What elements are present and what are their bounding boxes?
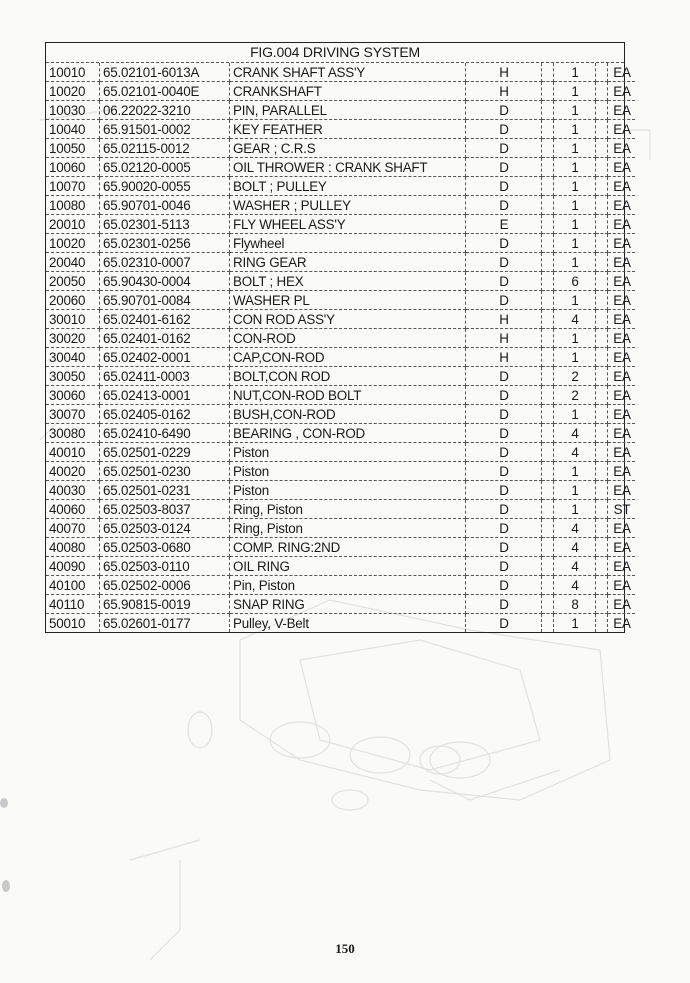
unit-cell: EA bbox=[608, 253, 636, 272]
spacer-cell bbox=[596, 253, 608, 272]
spacer-cell bbox=[596, 386, 608, 405]
part-number-cell: 65.02120-0005 bbox=[100, 158, 230, 177]
code-cell: D bbox=[466, 291, 542, 310]
part-number-cell: 65.02301-5113 bbox=[100, 215, 230, 234]
ref-number-cell: 30080 bbox=[46, 424, 100, 443]
description-cell: KEY FEATHER bbox=[230, 120, 466, 139]
description-cell: COMP. RING:2ND bbox=[230, 538, 466, 557]
quantity-cell: 6 bbox=[554, 272, 596, 291]
code-cell: D bbox=[466, 500, 542, 519]
ref-number-cell: 30050 bbox=[46, 367, 100, 386]
code-cell: D bbox=[466, 595, 542, 614]
table-row bbox=[46, 519, 635, 538]
ref-number-cell: 10070 bbox=[46, 177, 100, 196]
unit-cell: EA bbox=[608, 177, 636, 196]
part-number-cell: 65.02115-0012 bbox=[100, 139, 230, 158]
ref-number-cell: 10020 bbox=[46, 82, 100, 101]
spacer-cell bbox=[542, 538, 554, 557]
ref-number-cell: 40060 bbox=[46, 500, 100, 519]
table-row bbox=[46, 500, 635, 519]
unit-cell: EA bbox=[608, 158, 636, 177]
spacer-cell bbox=[542, 405, 554, 424]
spacer-cell bbox=[542, 348, 554, 367]
quantity-cell: 8 bbox=[554, 595, 596, 614]
code-cell: D bbox=[466, 462, 542, 481]
description-cell: GEAR ; C.R.S bbox=[230, 139, 466, 158]
part-number-cell: 65.02501-0230 bbox=[100, 462, 230, 481]
figure-title: FIG.004 DRIVING SYSTEM bbox=[46, 43, 624, 63]
table-row bbox=[46, 576, 635, 595]
spacer-cell bbox=[542, 177, 554, 196]
table-row bbox=[46, 329, 635, 348]
spacer-cell bbox=[542, 329, 554, 348]
quantity-cell: 1 bbox=[554, 253, 596, 272]
spacer-cell bbox=[596, 139, 608, 158]
code-cell: H bbox=[466, 329, 542, 348]
quantity-cell: 1 bbox=[554, 139, 596, 158]
spacer-cell bbox=[542, 120, 554, 139]
spacer-cell bbox=[596, 462, 608, 481]
ref-number-cell: 30070 bbox=[46, 405, 100, 424]
unit-cell: EA bbox=[608, 291, 636, 310]
spacer-cell bbox=[596, 158, 608, 177]
spacer-cell bbox=[542, 443, 554, 462]
spacer-cell bbox=[596, 500, 608, 519]
scan-mark bbox=[2, 880, 10, 892]
spacer-cell bbox=[542, 557, 554, 576]
spacer-cell bbox=[542, 215, 554, 234]
part-number-cell: 65.02503-8037 bbox=[100, 500, 230, 519]
table-row bbox=[46, 386, 635, 405]
ref-number-cell: 40020 bbox=[46, 462, 100, 481]
ref-number-cell: 10080 bbox=[46, 196, 100, 215]
part-number-cell: 65.90430-0004 bbox=[100, 272, 230, 291]
unit-cell: EA bbox=[608, 310, 636, 329]
ref-number-cell: 30010 bbox=[46, 310, 100, 329]
table-row bbox=[46, 348, 635, 367]
description-cell: Ring, Piston bbox=[230, 519, 466, 538]
ref-number-cell: 10040 bbox=[46, 120, 100, 139]
ref-number-cell: 50010 bbox=[46, 614, 100, 633]
quantity-cell: 1 bbox=[554, 82, 596, 101]
ref-number-cell: 40010 bbox=[46, 443, 100, 462]
table-row bbox=[46, 462, 635, 481]
parts-table-body bbox=[46, 63, 635, 632]
part-number-cell: 65.90701-0084 bbox=[100, 291, 230, 310]
quantity-cell: 4 bbox=[554, 519, 596, 538]
part-number-cell: 65.90020-0055 bbox=[100, 177, 230, 196]
part-number-cell: 65.02401-0162 bbox=[100, 329, 230, 348]
unit-cell: EA bbox=[608, 538, 636, 557]
table-row bbox=[46, 424, 635, 443]
table-row bbox=[46, 234, 635, 253]
part-number-cell: 65.02601-0177 bbox=[100, 614, 230, 633]
quantity-cell: 1 bbox=[554, 120, 596, 139]
description-cell: PIN, PARALLEL bbox=[230, 101, 466, 120]
part-number-cell: 65.02411-0003 bbox=[100, 367, 230, 386]
unit-cell: EA bbox=[608, 63, 636, 82]
quantity-cell: 1 bbox=[554, 614, 596, 633]
spacer-cell bbox=[542, 576, 554, 595]
quantity-cell: 1 bbox=[554, 234, 596, 253]
spacer-cell bbox=[542, 196, 554, 215]
code-cell: H bbox=[466, 310, 542, 329]
page-number: 150 bbox=[335, 941, 355, 956]
code-cell: D bbox=[466, 386, 542, 405]
spacer-cell bbox=[596, 367, 608, 386]
unit-cell: EA bbox=[608, 367, 636, 386]
table-row bbox=[46, 253, 635, 272]
quantity-cell: 4 bbox=[554, 443, 596, 462]
spacer-cell bbox=[596, 443, 608, 462]
unit-cell: EA bbox=[613, 615, 631, 631]
quantity-cell: 4 bbox=[554, 424, 596, 443]
ref-number-cell: 40110 bbox=[46, 595, 100, 614]
spacer-cell bbox=[596, 557, 608, 576]
ref-number-cell: 20050 bbox=[46, 272, 100, 291]
code-cell: D bbox=[466, 177, 542, 196]
spacer-cell bbox=[542, 481, 554, 500]
spacer-cell bbox=[542, 424, 554, 443]
spacer-cell bbox=[542, 82, 554, 101]
table-row bbox=[46, 557, 635, 576]
code-cell: D bbox=[466, 367, 542, 386]
table-row bbox=[46, 310, 635, 329]
code-cell: D bbox=[466, 557, 542, 576]
unit-cell: EA bbox=[608, 462, 636, 481]
code-cell: D bbox=[466, 519, 542, 538]
table-row bbox=[46, 614, 635, 633]
code-cell: D bbox=[466, 614, 542, 633]
part-number-cell: 65.02503-0110 bbox=[100, 557, 230, 576]
unit-cell: EA bbox=[608, 443, 636, 462]
quantity-cell: 1 bbox=[554, 348, 596, 367]
ref-number-cell: 40100 bbox=[46, 576, 100, 595]
ref-number-cell: 30020 bbox=[46, 329, 100, 348]
spacer-cell bbox=[596, 538, 608, 557]
spacer-cell bbox=[542, 310, 554, 329]
description-cell: Pin, Piston bbox=[230, 576, 466, 595]
code-cell: D bbox=[466, 101, 542, 120]
spacer-cell bbox=[542, 272, 554, 291]
code-cell: H bbox=[466, 348, 542, 367]
unit-cell: EA bbox=[608, 272, 636, 291]
table-row bbox=[46, 139, 635, 158]
ref-number-cell: 10030 bbox=[46, 101, 100, 120]
code-cell: D bbox=[466, 538, 542, 557]
unit-cell: EA bbox=[608, 348, 636, 367]
spacer-cell bbox=[596, 519, 608, 538]
unit-cell: EA bbox=[608, 196, 636, 215]
quantity-cell: 1 bbox=[554, 462, 596, 481]
quantity-cell: 1 bbox=[554, 177, 596, 196]
spacer-cell bbox=[596, 576, 608, 595]
part-number-cell: 65.02401-6162 bbox=[100, 310, 230, 329]
parts-table bbox=[46, 63, 635, 632]
part-number-cell: 65.02101-0040E bbox=[100, 82, 230, 101]
unit-cell: EA bbox=[608, 576, 636, 595]
unit-cell: EA bbox=[608, 481, 636, 500]
code-cell: D bbox=[466, 481, 542, 500]
spacer-cell bbox=[596, 101, 608, 120]
ref-number-cell: 10050 bbox=[46, 139, 100, 158]
ref-number-cell: 30040 bbox=[46, 348, 100, 367]
code-cell: E bbox=[466, 215, 542, 234]
description-cell: CRANKSHAFT bbox=[230, 82, 466, 101]
spacer-cell bbox=[596, 63, 608, 82]
unit-cell: EA bbox=[608, 329, 636, 348]
part-number-cell: 65.90815-0019 bbox=[100, 595, 230, 614]
spacer-cell bbox=[596, 177, 608, 196]
code-cell: D bbox=[466, 139, 542, 158]
table-row bbox=[46, 158, 635, 177]
spacer-cell bbox=[596, 329, 608, 348]
parts-list-sheet bbox=[45, 42, 631, 633]
part-number-cell: 65.02310-0007 bbox=[100, 253, 230, 272]
spacer-cell bbox=[542, 614, 554, 633]
code-cell: D bbox=[466, 576, 542, 595]
description-cell: RING GEAR bbox=[230, 253, 466, 272]
spacer-cell bbox=[542, 291, 554, 310]
part-number-cell: 65.02501-0229 bbox=[100, 443, 230, 462]
part-number-cell: 65.02502-0006 bbox=[100, 576, 230, 595]
spacer-cell bbox=[596, 120, 608, 139]
spacer-cell bbox=[596, 405, 608, 424]
code-cell: D bbox=[466, 196, 542, 215]
quantity-cell: 1 bbox=[554, 158, 596, 177]
spacer-cell bbox=[542, 139, 554, 158]
quantity-cell: 1 bbox=[554, 405, 596, 424]
table-row bbox=[46, 196, 635, 215]
table-row bbox=[46, 595, 635, 614]
table-row bbox=[46, 367, 635, 386]
spacer-cell bbox=[542, 367, 554, 386]
unit-cell: EA bbox=[608, 234, 636, 253]
part-number-cell: 65.90701-0046 bbox=[100, 196, 230, 215]
spacer-cell bbox=[542, 101, 554, 120]
quantity-cell: 1 bbox=[554, 481, 596, 500]
code-cell: D bbox=[466, 272, 542, 291]
spacer-cell bbox=[542, 234, 554, 253]
description-cell: WASHER PL bbox=[230, 291, 466, 310]
table-row bbox=[46, 215, 635, 234]
ref-number-cell: 40030 bbox=[46, 481, 100, 500]
part-number-cell: 65.02101-6013A bbox=[100, 63, 230, 82]
spacer-cell bbox=[596, 291, 608, 310]
unit-cell: ST bbox=[608, 500, 636, 519]
ref-number-cell: 20060 bbox=[46, 291, 100, 310]
quantity-cell: 1 bbox=[554, 500, 596, 519]
table-row bbox=[46, 538, 635, 557]
ref-number-cell: 30060 bbox=[46, 386, 100, 405]
table-row bbox=[46, 63, 635, 82]
quantity-cell: 1 bbox=[554, 196, 596, 215]
spacer-cell bbox=[596, 424, 608, 443]
description-cell: BOLT ; HEX bbox=[230, 272, 466, 291]
spacer-cell bbox=[542, 253, 554, 272]
code-cell: D bbox=[466, 405, 542, 424]
description-cell: Pulley, V-Belt bbox=[230, 614, 466, 633]
spacer-cell bbox=[542, 595, 554, 614]
ref-number-cell: 20010 bbox=[46, 215, 100, 234]
description-cell: BUSH,CON-ROD bbox=[230, 405, 466, 424]
quantity-cell: 1 bbox=[554, 329, 596, 348]
quantity-cell: 4 bbox=[554, 310, 596, 329]
table-row bbox=[46, 443, 635, 462]
description-cell: Flywheel bbox=[230, 234, 466, 253]
spacer-cell bbox=[542, 63, 554, 82]
code-cell: H bbox=[466, 63, 542, 82]
quantity-cell: 1 bbox=[554, 101, 596, 120]
spacer-cell bbox=[596, 348, 608, 367]
part-number-cell: 65.02501-0231 bbox=[100, 481, 230, 500]
description-cell: OIL RING bbox=[230, 557, 466, 576]
part-number-cell: 06.22022-3210 bbox=[100, 101, 230, 120]
table-row bbox=[46, 481, 635, 500]
unit-cell: EA bbox=[608, 120, 636, 139]
unit-cell: EA bbox=[608, 595, 636, 614]
spacer-cell bbox=[542, 462, 554, 481]
description-cell: Ring, Piston bbox=[230, 500, 466, 519]
description-cell: BEARING , CON-ROD bbox=[230, 424, 466, 443]
description-cell: BOLT ; PULLEY bbox=[230, 177, 466, 196]
code-cell: D bbox=[466, 424, 542, 443]
unit-cell: EA bbox=[608, 424, 636, 443]
part-number-cell: 65.02503-0124 bbox=[100, 519, 230, 538]
spacer-cell bbox=[596, 310, 608, 329]
description-cell: Piston bbox=[230, 481, 466, 500]
quantity-cell: 1 bbox=[554, 215, 596, 234]
spacer-cell bbox=[596, 215, 608, 234]
part-number-cell: 65.02402-0001 bbox=[100, 348, 230, 367]
description-cell: BOLT,CON ROD bbox=[230, 367, 466, 386]
spacer-cell bbox=[596, 595, 608, 614]
unit-cell: EA bbox=[608, 215, 636, 234]
part-number-cell: 65.91501-0002 bbox=[100, 120, 230, 139]
table-row bbox=[46, 101, 635, 120]
description-cell: FLY WHEEL ASS'Y bbox=[230, 215, 466, 234]
quantity-cell: 4 bbox=[554, 576, 596, 595]
ref-number-cell: 40070 bbox=[46, 519, 100, 538]
table-row bbox=[46, 272, 635, 291]
quantity-cell: 4 bbox=[554, 538, 596, 557]
code-cell: D bbox=[466, 253, 542, 272]
unit-cell: EA bbox=[608, 139, 636, 158]
description-cell: WASHER ; PULLEY bbox=[230, 196, 466, 215]
description-cell: NUT,CON-ROD BOLT bbox=[230, 386, 466, 405]
part-number-cell: 65.02413-0001 bbox=[100, 386, 230, 405]
spacer-cell bbox=[596, 272, 608, 291]
unit-cell: EA bbox=[608, 557, 636, 576]
code-cell: D bbox=[466, 158, 542, 177]
unit-cell: EA bbox=[608, 386, 636, 405]
table-row bbox=[46, 120, 635, 139]
spacer-cell bbox=[596, 82, 608, 101]
ref-number-cell: 20040 bbox=[46, 253, 100, 272]
description-cell: SNAP RING bbox=[230, 595, 466, 614]
unit-cell: EA bbox=[608, 405, 636, 424]
quantity-cell: 2 bbox=[554, 367, 596, 386]
spacer-cell bbox=[596, 614, 608, 633]
quantity-cell: 1 bbox=[554, 291, 596, 310]
part-number-cell: 65.02405-0162 bbox=[100, 405, 230, 424]
scan-mark bbox=[0, 798, 8, 808]
unit-cell: EA bbox=[608, 101, 636, 120]
ref-number-cell: 10020 bbox=[46, 234, 100, 253]
table-row bbox=[46, 405, 635, 424]
code-cell: D bbox=[466, 120, 542, 139]
quantity-cell: 4 bbox=[554, 557, 596, 576]
spacer-cell bbox=[542, 519, 554, 538]
spacer-cell bbox=[542, 386, 554, 405]
code-cell: D bbox=[466, 443, 542, 462]
spacer-cell bbox=[542, 500, 554, 519]
part-number-cell: 65.02301-0256 bbox=[100, 234, 230, 253]
ref-number-cell: 40080 bbox=[46, 538, 100, 557]
spacer-cell bbox=[596, 234, 608, 253]
description-cell: CON-ROD bbox=[230, 329, 466, 348]
description-cell: Piston bbox=[230, 462, 466, 481]
code-cell: D bbox=[466, 234, 542, 253]
ref-number-cell: 10060 bbox=[46, 158, 100, 177]
ref-number-cell: 40090 bbox=[46, 557, 100, 576]
spacer-cell bbox=[596, 481, 608, 500]
description-cell: CON ROD ASS'Y bbox=[230, 310, 466, 329]
unit-cell: EA bbox=[608, 519, 636, 538]
spacer-cell bbox=[596, 196, 608, 215]
table-row bbox=[46, 82, 635, 101]
description-cell: Piston bbox=[230, 443, 466, 462]
description-cell: OIL THROWER : CRANK SHAFT bbox=[230, 158, 466, 177]
description-cell: CRANK SHAFT ASS'Y bbox=[230, 63, 466, 82]
code-cell: H bbox=[466, 82, 542, 101]
table-row bbox=[46, 291, 635, 310]
ref-number-cell: 10010 bbox=[46, 63, 100, 82]
description-cell: CAP,CON-ROD bbox=[230, 348, 466, 367]
table-row bbox=[46, 177, 635, 196]
unit-cell: EA bbox=[608, 82, 636, 101]
quantity-cell: 2 bbox=[554, 386, 596, 405]
quantity-cell: 1 bbox=[554, 63, 596, 82]
spacer-cell bbox=[542, 158, 554, 177]
part-number-cell: 65.02503-0680 bbox=[100, 538, 230, 557]
part-number-cell: 65.02410-6490 bbox=[100, 424, 230, 443]
